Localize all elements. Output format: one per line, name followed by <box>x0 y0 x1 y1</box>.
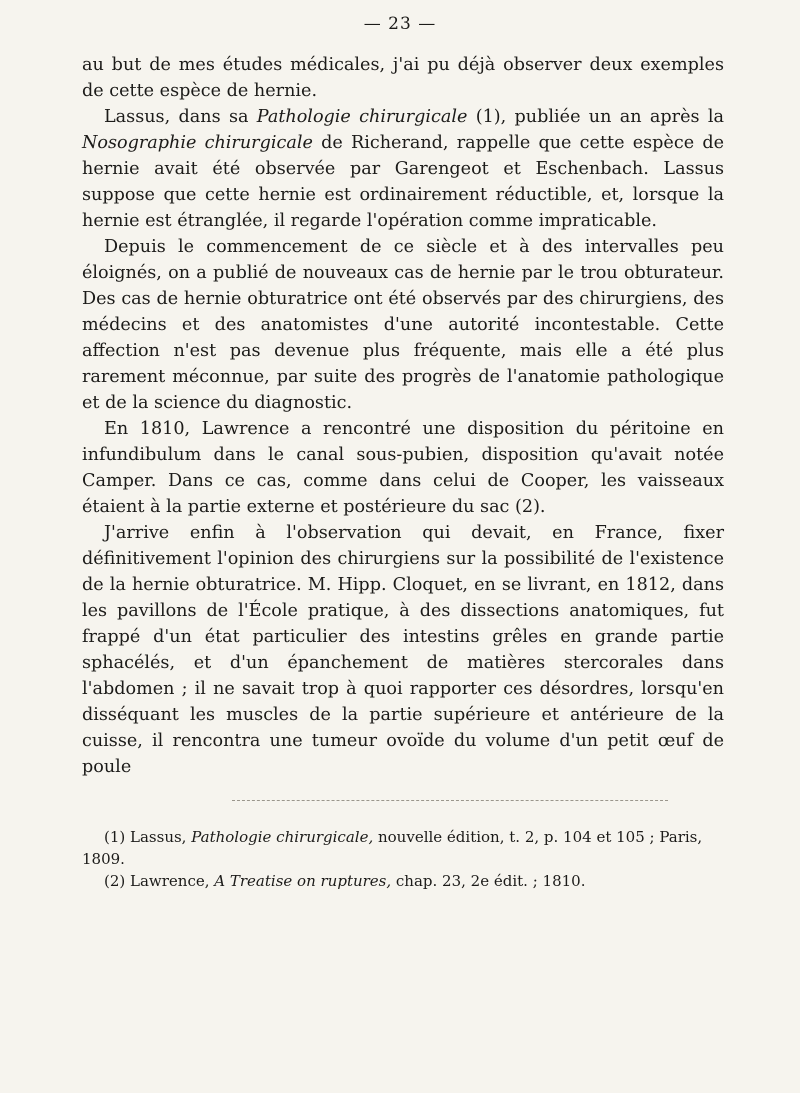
paragraph-4 <box>82 416 724 520</box>
text-segment: de Richerand, rappelle que cette espèce de hernie avait été observée par Garengeot et Eschenbach. Lassus suppose que cette hernie est ordinairement réductible, et, lorsque la hernie est étranglée, il regarde l'opération comme impraticable. <box>82 133 724 231</box>
page-number: — 23 — <box>363 14 437 34</box>
paragraph-3 <box>82 234 724 416</box>
paragraph-1 <box>82 52 724 104</box>
text-segment: Depuis le commencement de ce siècle et à des intervalles peu éloignés, on a publié de nouveaux cas de hernie par le trou obturateur. Des cas de hernie obturatrice ont été observés par des chirurgiens, des médecins et des anatomistes d'une autorité incontestable. Cette affection n'est pas devenue plus fréquente, mais elle a été plus rarement méconnue, par suite des progrès de l'anatomie pathologique et de la science du diagnostic. <box>82 237 724 413</box>
book-title: Pathologie chirurgicale, <box>191 828 374 846</box>
text-segment: Lassus, dans sa <box>104 107 257 127</box>
text-segment: chap. 23, 2e édit. ; 1810. <box>391 872 586 890</box>
paragraph-2 <box>82 104 724 234</box>
text-segment: (2) Lawrence, <box>104 872 215 890</box>
body-text <box>82 52 724 780</box>
book-title: A Treatise on ruptures, <box>214 872 392 890</box>
book-title: Nosographie chirurgicale <box>82 133 313 153</box>
footnotes <box>82 826 724 892</box>
text-segment: (1) Lassus, <box>104 828 192 846</box>
footnote-1 <box>82 826 724 870</box>
text-segment: nouvelle édition, t. 2, p. 104 et 105 ; Paris, 1809. <box>82 828 703 868</box>
paragraph-5 <box>82 520 724 780</box>
text-segment: J'arrive enfin à l'observation qui devait, en France, fixer définitivement l'opinion des chirurgiens sur la possibilité de l'existence de la hernie obturatrice. M. Hipp. Cloquet, en se livrant, en 1812, dans les pavillons de l'École pratique, à des dissections anatomiques, fut frappé d'un état particulier des intestins grêles en grande partie sphacélés, et d'un épanchement de matières stercorales dans l'abdomen ; il ne savait trop à quoi rapporter ces désordres, lorsqu'en disséquant les muscles de la partie supérieure et antérieure de la cuisse, il rencontra une tumeur ovoïde du volume d'un petit œuf de poule <box>82 523 724 777</box>
text-segment: (1), publiée un an après la <box>467 107 724 127</box>
text-segment: au but de mes études médicales, j'ai pu déjà observer deux exemples de cette espèce de hernie. <box>82 55 724 101</box>
book-title: Pathologie chirurgicale <box>256 107 468 127</box>
footnote-divider <box>232 800 668 801</box>
footnote-2 <box>82 870 724 892</box>
text-segment: En 1810, Lawrence a rencontré une disposition du péritoine en infundibulum dans le canal sous-pubien, disposition qu'avait notée Camper. Dans ce cas, comme dans celui de Cooper, les vaisseaux étaient à la partie externe et postérieure du sac (2). <box>82 419 724 517</box>
